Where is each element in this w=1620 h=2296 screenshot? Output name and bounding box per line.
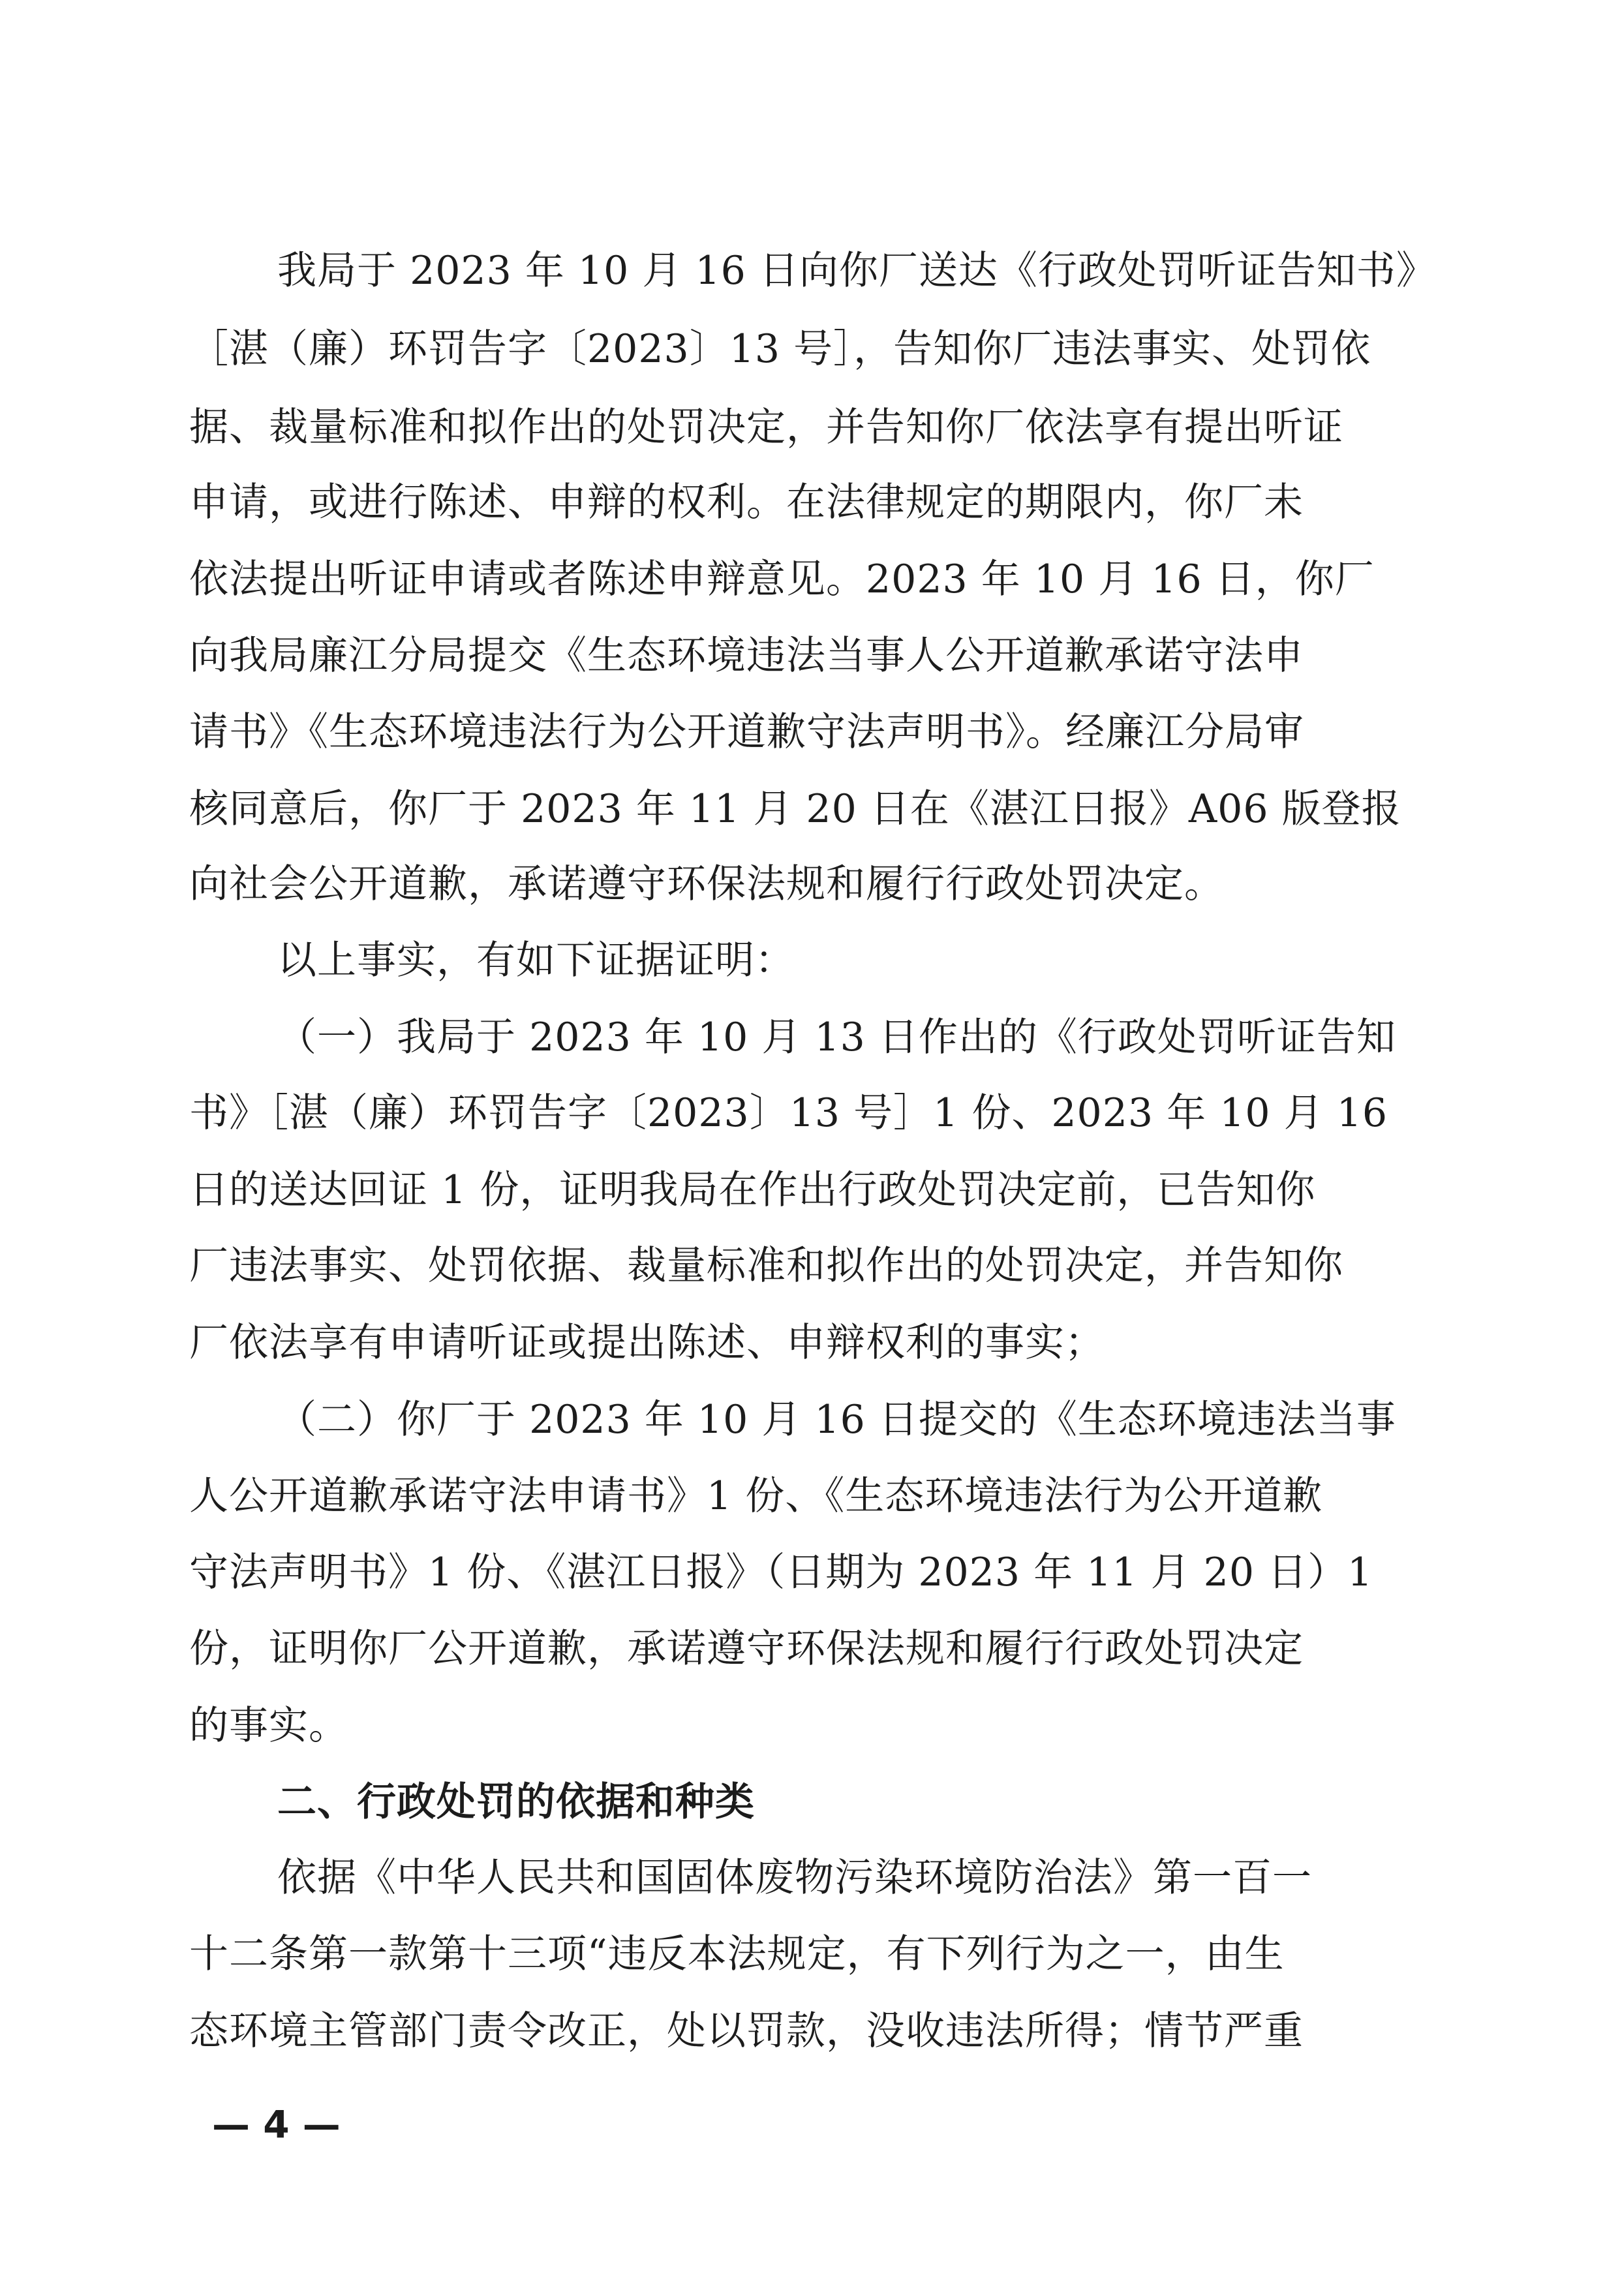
basis-line-3: 态环境主管部门责令改正，处以罚款，没收违法所得；情节严重 xyxy=(189,2008,1304,2054)
evidence-intro: 以上事实，有如下证据证明： xyxy=(277,938,795,983)
evidence-2-line-2: 人公开道歉承诺守法申请书》1 份、《生态环境违法行为公开道歉 xyxy=(189,1473,1323,1519)
paragraph-1-line-3: 据、裁量标准和拟作出的处罚决定，并告知你厂依法享有提出听证 xyxy=(189,405,1343,450)
paragraph-1-line-9: 向社会公开道歉，承诺遵守环保法规和履行行政处罚决定。 xyxy=(189,861,1224,907)
paragraph-1-line-6: 向我局廉江分局提交《生态环境违法当事人公开道歉承诺守法申 xyxy=(189,633,1304,679)
paragraph-1-line-5: 依法提出听证申请或者陈述申辩意见。2023 年 10 月 16 日，你厂 xyxy=(189,557,1375,602)
evidence-2-line-1: （二）你厂于 2023 年 10 月 16 日提交的《生态环境违法当事 xyxy=(277,1397,1396,1443)
page-number: — 4 — xyxy=(212,2102,341,2147)
paragraph-1-line-1: 我局于 2023 年 10 月 16 日向你厂送达《行政处罚听证告知书》 xyxy=(277,248,1436,294)
evidence-2-line-3: 守法声明书》1 份、《湛江日报》（日期为 2023 年 11 月 20 日）1 xyxy=(189,1550,1373,1595)
paragraph-1-line-2: ［湛（廉）环罚告字〔2023〕13 号］，告知你厂违法事实、处罚依 xyxy=(189,326,1371,372)
evidence-2-line-5: 的事实。 xyxy=(189,1703,348,1749)
evidence-1-line-1: （一）我局于 2023 年 10 月 13 日作出的《行政处罚听证告知 xyxy=(277,1015,1396,1060)
evidence-1-line-5: 厂依法享有申请听证或提出陈述、申辩权利的事实； xyxy=(189,1320,1105,1366)
evidence-1-line-3: 日的送达回证 1 份，证明我局在作出行政处罚决定前，已告知你 xyxy=(189,1167,1316,1213)
evidence-2-line-4: 份，证明你厂公开道歉，承诺遵守环保法规和履行行政处罚决定 xyxy=(189,1626,1304,1672)
paragraph-1-line-7: 请书》《生态环境违法行为公开道歉守法声明书》。经廉江分局审 xyxy=(189,709,1304,755)
paragraph-1-line-4: 申请，或进行陈述、申辩的权利。在法律规定的期限内，你厂未 xyxy=(189,480,1304,525)
evidence-1-line-4: 厂违法事实、处罚依据、裁量标准和拟作出的处罚决定，并告知你 xyxy=(189,1243,1343,1289)
basis-line-2: 十二条第一款第十三项“违反本法规定，有下列行为之一，由生 xyxy=(189,1931,1285,1977)
paragraph-1-line-8: 核同意后，你厂于 2023 年 11 月 20 日在《湛江日报》A06 版登报 xyxy=(189,786,1401,832)
evidence-1-line-2: 书》［湛（廉）环罚告字〔2023〕13 号］1 份、2023 年 10 月 16 xyxy=(189,1090,1388,1136)
basis-line-1: 依据《中华人民共和国固体废物污染环境防治法》第一百一 xyxy=(277,1855,1312,1901)
section-heading-2: 二、行政处罚的依据和种类 xyxy=(277,1779,755,1825)
